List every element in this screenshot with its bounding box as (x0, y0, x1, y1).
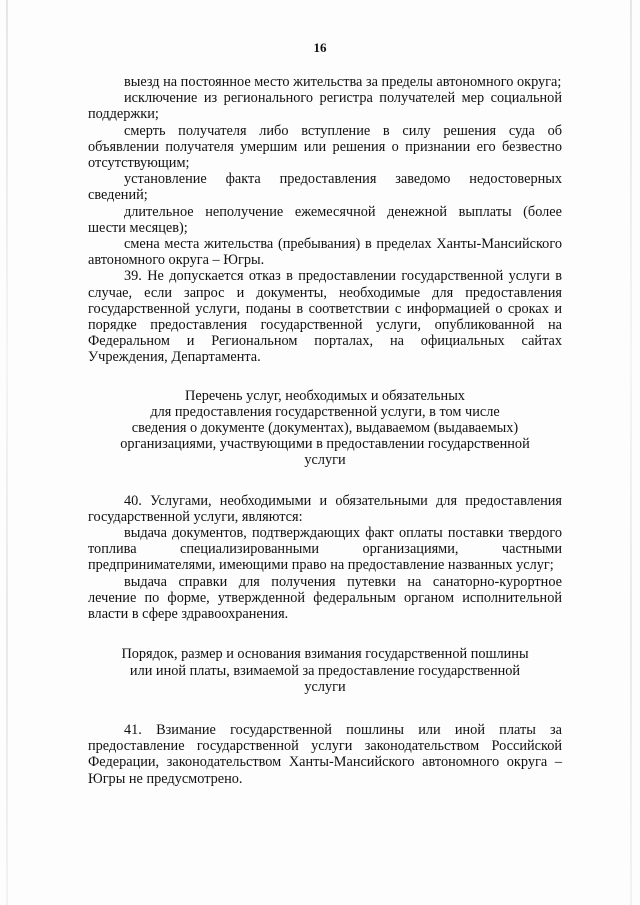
paragraph-death-or-missing: смерть получателя либо вступление в силу решения суда об объявлении получателя умершим или решения о признании его безвестно отсутствующим; (88, 122, 562, 172)
section-heading-required-services-line-4: организациями, участвующими в предоставлении государственной (120, 436, 530, 453)
paragraph-41: 41. Взимание государственной пошлины или иной платы за предоставление государственной услуги законодательством Российской Федерации, законодательством Ханты-Мансийского автономного округа – Югры не предусмотрено. (88, 721, 562, 787)
section-heading-fee-line-2: или иной платы, взимаемой за предоставление государственной (129, 662, 521, 679)
paragraph-40-sanatorium-certificate: выдача справки для получения путевки на санаторно-курортное лечение по форме, утвержденной федеральным органом исполнительной власти в сфере здравоохранения. (88, 573, 562, 623)
paragraph-change-residence: смена места жительства (пребывания) в пределах Ханты-Мансийского автономного округа – Югры. (88, 236, 562, 269)
paragraph-non-receipt: длительное неполучение ежемесячной денежной выплаты (более шести месяцев); (88, 203, 562, 236)
section-heading-required-services-line-1: Перечень услуг, необходимых и обязательных (185, 387, 465, 404)
section-heading-fee-line-1: Порядок, размер и основания взимания государственной пошлины (121, 646, 529, 663)
paragraph-39: 39. Не допускается отказ в предоставлении государственной услуги в случае, если запрос и документы, необходимые для предоставления государственной услуги, поданы в соответствии с информацией о сроках и порядке предоставления государственной услуги, опубликованной на Федеральном и Региональном порталах, на официальных сайтах Учреждения, Департамента. (88, 268, 562, 366)
paragraph-40: 40. Услугами, необходимыми и обязательными для предоставления государственной услуги, являются: (88, 492, 562, 525)
page-number: 16 (313, 40, 327, 55)
paragraph-registry-exclusion: исключение из регионального регистра получателей мер социальной поддержки; (88, 90, 562, 123)
scan-edge-left (6, 0, 8, 905)
section-heading-required-services-line-2: для предоставления государственной услуги, в том числе (150, 403, 500, 420)
scan-edge-right (630, 0, 632, 905)
section-heading-required-services-line-5: услуги (304, 452, 346, 469)
document-body (88, 74, 562, 787)
section-heading-required-services-line-3: сведения о документе (документах), выдаваемом (выдаваемых) (131, 420, 519, 437)
section-heading-fee-line-3: услуги (304, 678, 346, 695)
paragraph-false-info: установление факта предоставления заведомо недостоверных сведений; (88, 171, 562, 204)
paragraph-leave-region: выезд на постоянное место жительства за пределы автономного округа; (124, 74, 562, 90)
paragraph-40-fuel-documents: выдача документов, подтверждающих факт оплаты поставки твердого топлива специализированными организациями, частными предпринимателями, имеющими право на предоставление названных услуг; (88, 525, 562, 574)
